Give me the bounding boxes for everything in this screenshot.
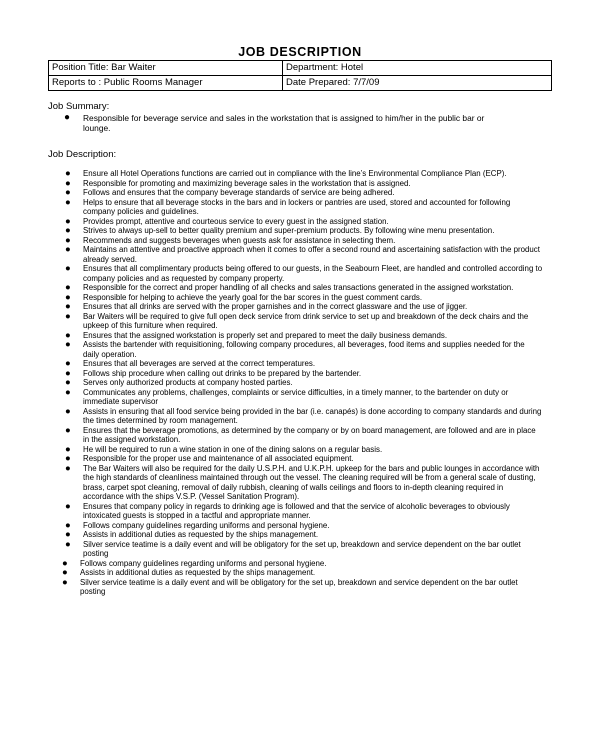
bullet-icon: ● [65,263,71,274]
list-item-text: Ensures that the beverage promotions, as determined by the company or by on board management, are followed and are in place in the assigned workstation. [83,425,536,444]
list-item [0,464,543,502]
list-item-text: Ensures that all complimentary products being offered to our guests, in the Seabourn Fleet, are handled and controlled according to company policies and as requested by company property. [83,264,543,283]
bullet-icon: ● [65,519,71,531]
list-item [0,388,543,407]
bullet-icon: ● [62,576,68,588]
bullet-icon: ● [65,453,71,464]
list-item [0,407,543,426]
list-item [0,188,543,198]
list-item-text: He will be required to run a wine station in one of the dining salons on a regular basis. [83,444,383,454]
list-item-text: Maintains an attentive and proactive approach when it comes to offer a second round and ascertaining satisfaction with the product already served. [83,245,540,264]
bullet-icon: ● [65,538,71,550]
list-item [0,578,540,597]
list-item [0,236,543,246]
job-summary-list [0,113,505,133]
bullet-icon: ● [65,301,71,312]
bullet-icon: ● [65,329,71,341]
bullet-icon: ● [65,443,71,455]
list-item-text: Responsible for beverage service and sales in the workstation that is assigned to him/her in the public bar or lounge. [83,113,485,134]
bullet-icon: ● [65,244,71,255]
list-item-text: Communicates any problems, challenges, complaints or service difficulties, in a timely manner, to the bartender on duty or immediate supervisor [83,387,509,406]
list-item [0,559,540,569]
list-item-text: Assists the bartender with requisitioning, following company procedures, all beverages, food items and supplies needed for the daily operation. [83,340,525,359]
bullet-icon: ● [62,557,68,569]
list-item-text: Helps to ensure that all beverage stocks in the bars and in lockers or pantries are used, stored and accounted for following company policies and guidelines. [83,197,511,216]
position-info-table [48,60,552,91]
bullet-icon: ● [65,177,71,189]
list-item-text: Strives to always up-sell to better quality premium and super-premium products. By following wine menu presentation. [83,226,495,235]
bullet-icon: ● [65,462,71,474]
job-summary-heading: Job Summary: [48,101,110,112]
list-item-text: Ensure all Hotel Operations functions are carried out in compliance with the line’s Environmental Compliance Plan (ECP). [83,169,507,178]
reports-to-cell: Reports to : Public Rooms Manager [49,76,283,91]
list-item [0,217,543,227]
list-item [0,331,543,341]
list-item [0,198,543,217]
list-item [0,426,543,445]
list-item-text: Responsible for the correct and proper handling of all checks and sales transactions generated in the assigned workstation. [83,283,514,292]
list-item-text: Ensures that all drinks are served with the proper garnishes and in the correct glassware and the use of jigger. [83,302,468,311]
list-item [0,568,540,578]
job-description-heading: Job Description: [48,149,117,160]
list-item [0,169,543,179]
list-item [0,502,543,521]
bullet-icon: ● [65,234,71,246]
list-item-text: Serves only authorized products at company hosted parties. [83,378,293,387]
list-item-text: Recommends and suggests beverages when guests ask for assistance in selecting them. [83,235,396,245]
list-item-text: Silver service teatime is a daily event and will be obligatory for the set up, breakdown and service dependent on the bar outlet posting [83,539,521,558]
list-item [0,293,543,303]
list-item-text: Follows company guidelines regarding uniforms and personal hygiene. [80,558,327,568]
bullet-icon: ● [65,500,71,512]
bullet-icon: ● [65,225,71,236]
list-item-text: Follows and ensures that the company beverage standards of service are being adhered. [83,188,395,197]
list-item [0,359,543,369]
list-item-text: Follows company guidelines regarding uniforms and personal hygiene. [83,520,330,530]
bullet-icon: ● [64,112,71,123]
list-item-text: Ensures that company policy in regards to drinking age is followed and that the service of alcoholic beverages to obviously intoxicated guests is stopped in a tactful and appropriate manner. [83,501,510,520]
table-row [49,76,552,91]
list-item-text: Ensures that all beverages are served at the correct temperatures. [83,359,316,368]
bullet-icon: ● [65,187,71,198]
list-item-text: Responsible for helping to achieve the yearly goal for the bar scores in the guest comment cards. [83,292,423,302]
list-item-text: The Bar Waiters will also be required for the daily U.S.P.H. and U.K.P.H. upkeep for the bars and public lounges in accordance with the high standards of cleanliness maintained through out the vessel. The cleaning required will be from a general scale of dusting, brass, carpet spot cleaning, removal of daily rubbish, cleaning of walls ceilings and floors to in-depth cleaning required in accordance with the ships V.S.P. (Vessel Sanitation Program). [83,463,540,501]
list-item [0,179,543,189]
bullet-icon: ● [65,405,71,417]
bullet-icon: ● [65,282,71,293]
bullet-icon: ● [62,567,68,578]
bullet-icon: ● [65,358,71,369]
list-item-text: Silver service teatime is a daily event and will be obligatory for the set up, breakdown and service dependent on the bar outlet posting [80,577,518,596]
list-item [0,540,543,559]
list-item-text: Bar Waiters will be required to give full open deck service from drink service to set up and breakdown of the deck chairs and the upkeep of this furniture when required. [83,311,529,330]
bullet-icon: ● [65,424,71,436]
list-item-text: Provides prompt, attentive and courteous service to every guest in the assigned station. [83,216,389,226]
document-title: JOB DESCRIPTION [238,45,362,59]
table-row [49,61,552,76]
list-item [0,445,543,455]
department-cell: Department: Hotel [283,61,552,76]
bullet-icon: ● [65,377,71,388]
bullet-icon: ● [65,367,71,379]
date-prepared-cell: Date Prepared: 7/7/09 [283,76,552,91]
list-item-text: Responsible for the proper use and maintenance of all associated equipment. [83,454,354,463]
list-item [0,521,543,531]
bullet-icon: ● [65,168,71,179]
list-item [0,312,543,331]
list-item [0,245,543,264]
bullet-icon: ● [65,215,71,227]
bullet-icon: ● [65,310,71,322]
list-item [0,378,543,388]
bullet-icon: ● [65,386,71,398]
list-item [0,369,543,379]
list-item-text: Ensures that the assigned workstation is properly set and prepared to meet the daily business demands. [83,330,448,340]
list-item-text: Assists in additional duties as requested by the ships management. [83,530,319,539]
bullet-icon: ● [65,529,71,540]
list-item [0,264,543,283]
list-item [0,302,543,312]
list-item [0,283,543,293]
bullet-icon: ● [65,196,71,208]
list-item-text: Assists in ensuring that all food service being provided in the bar (i.e. canapés) is done according to company standards and during the times determined by room management. [83,406,542,425]
list-item-text: Follows ship procedure when calling out drinks to be prepared by the bartender. [83,368,362,378]
bullet-icon: ● [65,339,71,350]
bullet-icon: ● [65,291,71,303]
position-title-cell: Position Title: Bar Waiter [49,61,283,76]
list-item-text: Assists in additional duties as requested by the ships management. [80,568,316,577]
list-item [0,530,543,540]
job-description-list [0,169,543,597]
list-item-text: Responsible for promoting and maximizing beverage sales in the workstation that is assigned. [83,178,411,188]
list-item [0,113,505,133]
list-item [0,226,543,236]
list-item [0,454,543,464]
list-item [0,340,543,359]
